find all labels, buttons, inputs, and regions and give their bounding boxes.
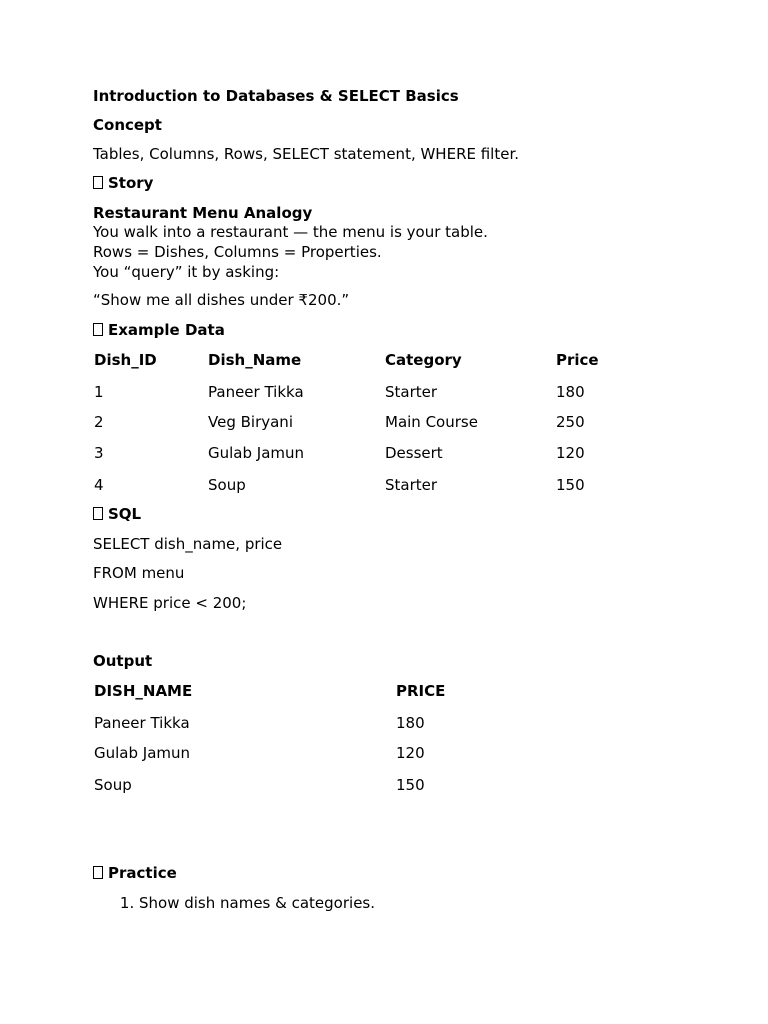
table-header-cell: Category (385, 351, 462, 369)
sql-line: FROM menu (93, 564, 185, 582)
missing-glyph-icon (93, 176, 103, 189)
sql-line: SELECT dish_name, price (93, 535, 283, 553)
table-cell: 1 (94, 383, 104, 401)
sql-heading: SQL (108, 505, 142, 523)
table-cell: Gulab Jamun (208, 444, 305, 462)
sql-line: WHERE price < 200; (93, 594, 247, 612)
practice-item: 1. Show dish names & categories. (139, 894, 375, 912)
example-heading: Example Data (108, 321, 225, 339)
example-heading-row (93, 321, 225, 339)
table-header-cell: Price (556, 351, 599, 369)
missing-glyph-icon (93, 323, 103, 336)
sql-heading-row (93, 505, 141, 523)
table-cell: 180 (396, 714, 425, 732)
table-cell: Soup (94, 776, 132, 794)
table-cell: 4 (94, 476, 104, 494)
missing-glyph-icon (93, 866, 103, 879)
table-cell: Starter (385, 383, 438, 401)
table-cell: Paneer Tikka (208, 383, 304, 401)
missing-glyph-icon (93, 507, 103, 520)
practice-list (93, 894, 375, 912)
table-cell: Soup (208, 476, 246, 494)
document-title: Introduction to Databases & SELECT Basics (93, 87, 459, 105)
concept-text: Tables, Columns, Rows, SELECT statement, WHERE filter. (93, 145, 520, 163)
table-cell: Gulab Jamun (94, 744, 191, 762)
table-header-cell: PRICE (396, 682, 446, 700)
table-cell: 3 (94, 444, 104, 462)
table-header-cell: DISH_NAME (94, 682, 193, 700)
table-cell: Paneer Tikka (94, 714, 190, 732)
table-header-cell: Dish_ID (94, 351, 157, 369)
table-cell: Dessert (385, 444, 443, 462)
table-cell: 150 (396, 776, 425, 794)
table-cell: Main Course (385, 413, 478, 431)
table-cell: Starter (385, 476, 438, 494)
table-cell: 250 (556, 413, 585, 431)
story-quote: “Show me all dishes under ₹200.” (93, 291, 350, 309)
table-cell: 2 (94, 413, 104, 431)
practice-heading: Practice (108, 864, 177, 882)
story-line: You “query” it by asking: (93, 263, 280, 281)
story-subheading: Restaurant Menu Analogy (93, 204, 313, 222)
story-heading-row (93, 174, 153, 192)
table-cell: 120 (556, 444, 585, 462)
table-header-cell: Dish_Name (208, 351, 302, 369)
output-heading: Output (93, 652, 153, 670)
story-line: You walk into a restaurant — the menu is your table. (93, 223, 488, 241)
table-cell: 180 (556, 383, 585, 401)
practice-heading-row (93, 864, 177, 882)
concept-heading: Concept (93, 116, 162, 134)
table-cell: Veg Biryani (208, 413, 293, 431)
story-heading: Story (108, 174, 154, 192)
table-cell: 120 (396, 744, 425, 762)
table-cell: 150 (556, 476, 585, 494)
story-line: Rows = Dishes, Columns = Properties. (93, 243, 382, 261)
